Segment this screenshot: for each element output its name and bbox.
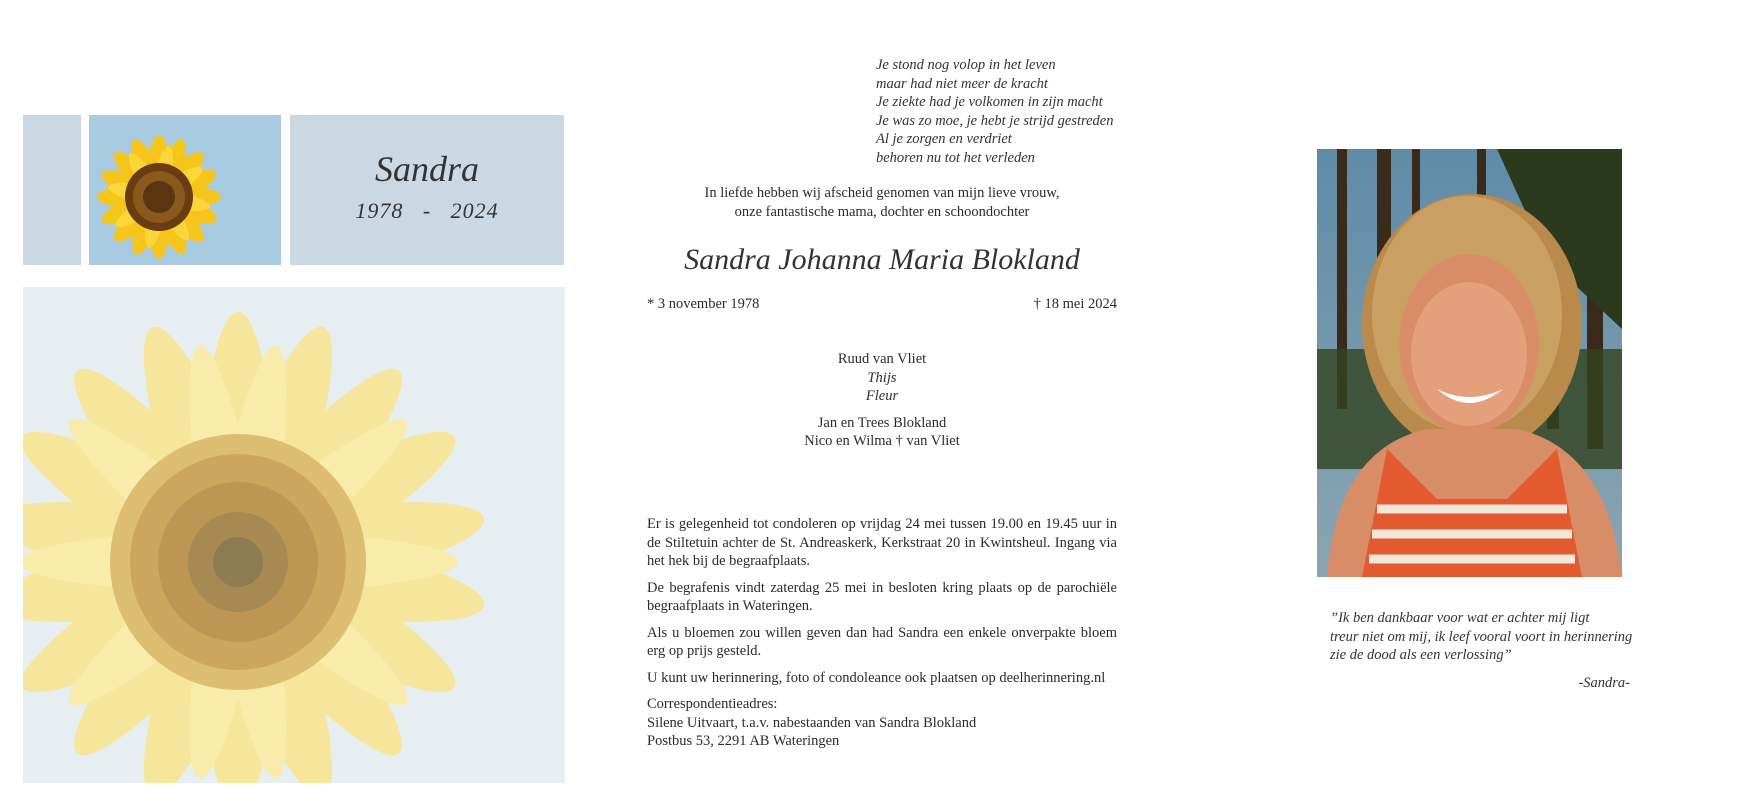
intro-line: onze fantastische mama, dochter en schoondochter [734,204,1030,220]
address-line: Postbus 53, 2291 AB Wateringen [647,733,840,749]
blue-strip [23,115,81,265]
poem-line: behoren nu tot het verleden [876,149,1035,166]
intro-line: In liefde hebben wij afscheid genomen van mijn lieve vrouw, [704,185,1060,201]
poem-line: Je was zo moe, je hebt je strijd gestreden [876,112,1114,129]
sunflower-photo-small [89,115,281,265]
birth-date: * 3 november 1978 [647,296,760,312]
child-name: Fleur [865,388,899,404]
life-dates [647,296,1117,313]
address-line: Silene Uitvaart, t.a.v. nabestaanden van Sandra Blokland [647,714,977,731]
poem-line: maar had niet meer de kracht [876,75,1048,92]
ceremony-info [647,515,1117,751]
sunflower-photo-large [23,287,565,783]
address-label: Correspondentieadres: [647,696,778,712]
quote-signature: -Sandra- [1578,675,1630,691]
poem-line: Je ziekte had je volkomen in zijn macht [876,94,1103,110]
child-name: Thijs [867,369,897,386]
portrait-photo [1317,149,1622,577]
poem [876,56,1176,167]
quote-line: zie de dood als een verlossing” [1330,647,1512,663]
parents-names: Jan en Trees Blokland [817,414,947,431]
death-date: † 18 mei 2024 [1033,296,1117,312]
quote [1330,609,1660,665]
poem-line: Al je zorgen en verdriet [876,131,1012,147]
funeral-info: De begrafenis vindt zaterdag 25 mei in besloten kring plaats op de parochiële begraafplaats in Wateringen. [647,579,1117,614]
quote-line: treur niet om mij, ik leef vooral voort in herinnering [1330,628,1633,645]
announcement-intro [647,184,1117,222]
name-panel [290,115,564,265]
online-info: U kunt uw herinnering, foto of condoleance ook plaatsen op deelherinnering.nl [647,669,1106,686]
quote-line: ”Ik ben dankbaar voor wat er achter mij ligt [1330,610,1590,626]
family-list [647,350,1117,451]
partner-name: Ruud van Vliet [837,351,927,367]
flowers-info: Als u bloemen zou willen geven dan had Sandra een enkele onverpakte bloem erg op prijs gesteld. [647,624,1117,659]
condolence-info: Er is gelegenheid tot condoleren op vrijdag 24 mei tussen 19.00 en 19.45 uur in de Stiltetuin achter de St. Andreaskerk, Kerkstraat 20 in Kwintsheul. Ingang via het hek bij de begraafplaats. [647,516,1117,569]
deceased-full-name: Sandra Johanna Maria Blokland [684,243,1080,276]
in-laws-names: Nico en Wilma † van Vliet [804,433,960,449]
poem-line: Je stond nog volop in het leven [876,57,1056,73]
life-years: 1978 - 2024 [355,198,499,223]
first-name: Sandra [374,149,479,189]
